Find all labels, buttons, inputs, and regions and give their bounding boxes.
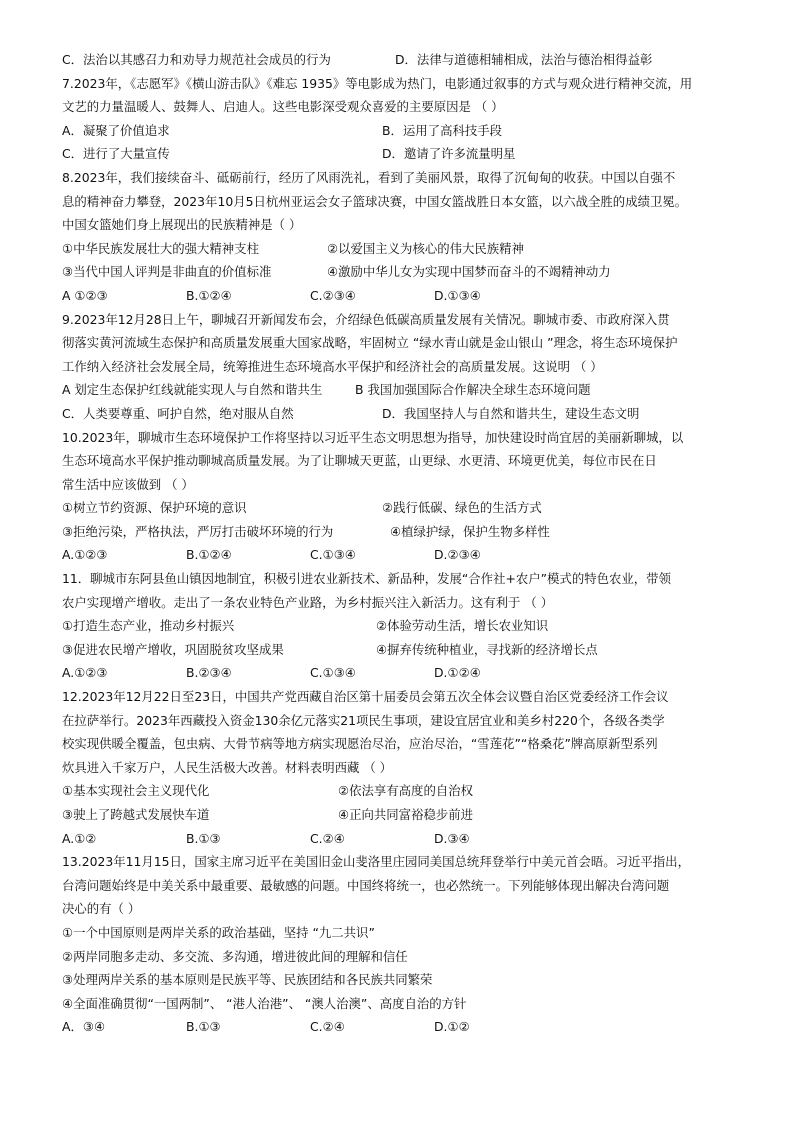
q8-stem-line: 8.2023年，我们接续奋斗、砥砺前行，经历了风雨洗礼，看到了美丽风景，取得了沉甸甸的收获。中国以自强不 bbox=[62, 169, 676, 185]
q10-stem-line: 常生活中应该做到 （ ） bbox=[62, 476, 194, 492]
q10-option-d: D.②③④ bbox=[434, 547, 481, 563]
q9-stem-line: 彻落实黄河流域生态保护和高质量发展重大国家战略，牢固树立 “绿水青山就是金山银山 ”理念，将生态环境保护 bbox=[62, 335, 678, 351]
q10-item-1: ①树立节约资源、保护环境的意识 bbox=[62, 500, 247, 516]
q10-options-row bbox=[62, 543, 752, 567]
q7-option-a: A．凝聚了价值追求 bbox=[62, 122, 170, 138]
q7-option-c: C．进行了大量宣传 bbox=[62, 146, 170, 162]
q11-items-row bbox=[62, 614, 752, 638]
q8-stem-line: 中国女篮她们身上展现出的民族精神是（ ） bbox=[62, 217, 302, 233]
q8-items-row bbox=[62, 237, 752, 261]
q13-item-4: ④全面准确贯彻“一国两制”、 “港人治港”、 “澳人治澳”、高度自治的方针 bbox=[62, 995, 467, 1011]
q11-item-4: ④摒弃传统种植业，寻找新的经济增长点 bbox=[376, 641, 598, 657]
q8-items-row bbox=[62, 260, 752, 284]
q11-item-1: ①打造生态产业，推动乡村振兴 bbox=[62, 618, 235, 634]
q12-item-4: ④正向共同富裕稳步前进 bbox=[338, 807, 474, 822]
q8-item-2: ②以爱国主义为核心的伟大民族精神 bbox=[327, 240, 524, 256]
q13-stem-line: 台湾问题始终是中美关系中最重要、最敏感的问题。中国终将统一，也必然统一。下列能够体现出解决台湾问题 bbox=[62, 877, 670, 893]
q8-item-1: ①中华民族发展壮大的强大精神支柱 bbox=[62, 240, 259, 256]
q13-stem-line: 13.2023年11月15日，国家主席习近平在美国旧金山斐洛里庄园同美国总统拜登举行中美元首会晤。习近平指出， bbox=[62, 854, 690, 870]
q8-item-4: ④激励中华儿女为实现中国梦而奋斗的不竭精神动力 bbox=[327, 264, 611, 280]
q7-stem-line: 文艺的力量温暖人、鼓舞人、启迪人。这些电影深受观众喜爱的主要原因是 （ ） bbox=[62, 99, 504, 115]
q12-stem-line: 在拉萨举行。2023年西藏投入资金130余亿元落实21项民生事项，建设宜居宜业和美乡村220个，各级各类学 bbox=[62, 712, 665, 728]
q12-stem-line: 炊具进入千家万户，人民生活极大改善。材料表明西藏 （ ） bbox=[62, 759, 393, 775]
q10-stem-line: 生态环境高水平保护推动聊城高质量发展。为了让聊城天更蓝，山更绿、水更清、环境更优美，每位市民在日 bbox=[62, 453, 657, 469]
q10-items-row bbox=[62, 496, 752, 520]
q8-stem-line: 息的精神奋力攀登，2023年10月5日杭州亚运会女子篮球决赛，中国女篮战胜日本女篮，以六战全胜的成绩卫冕。 bbox=[62, 193, 688, 209]
q10-item-4: ④植绿护绿，保护生物多样性 bbox=[390, 523, 550, 539]
q13-option-a: A．③④ bbox=[62, 1019, 106, 1035]
q12-options-row bbox=[62, 827, 752, 851]
q10-option-a: A.①②③ bbox=[62, 547, 108, 563]
q13-options-row bbox=[62, 1015, 752, 1039]
q11-stem-line: 农户实现增产增收。走出了一条农业特色产业路，为乡村振兴注入新活力。这有利于 （ ） bbox=[62, 594, 554, 610]
q13-item-2: ②两岸同胞多走动、多交流、多沟通，增进彼此间的理解和信任 bbox=[62, 948, 408, 964]
q12-items-row bbox=[62, 779, 752, 803]
exam-page bbox=[62, 48, 752, 1039]
q7-option-b: B．运用了高科技手段 bbox=[382, 122, 503, 138]
q12-option-a: A.①② bbox=[62, 830, 97, 846]
q10-items-row bbox=[62, 520, 752, 544]
q8-options-row bbox=[62, 284, 752, 308]
q11-option-a: A.①②③ bbox=[62, 665, 108, 681]
q12-option-b: B.①③ bbox=[186, 830, 221, 846]
q13-item-1: ①一个中国原则是两岸关系的政治基础，坚持 “九二共识” bbox=[62, 924, 375, 940]
q9-options-row bbox=[62, 378, 752, 402]
q12-item-1: ①基本实现社会主义现代化 bbox=[62, 783, 210, 799]
q13-option-d: D.①② bbox=[434, 1019, 470, 1035]
q13-option-b: B.①③ bbox=[186, 1019, 221, 1035]
q12-option-d: D.③④ bbox=[434, 830, 470, 846]
q13-option-c: C.②④ bbox=[310, 1019, 345, 1035]
q11-stem-line: 11．聊城市东阿县鱼山镇因地制宜，积极引进农业新技术、新品种，发展“合作社+农户”模式的特色农业，带领 bbox=[62, 571, 671, 587]
q8-option-a: A ①②③ bbox=[62, 287, 108, 303]
q6-option-d: D．法律与道德相辅相成，法治与德治相得益彰 bbox=[395, 52, 653, 67]
q9-options-row bbox=[62, 402, 752, 426]
q12-option-c: C.②④ bbox=[310, 830, 345, 846]
q12-stem-line: 校实现供暖全覆盖，包虫病、大骨节病等地方病实现愿治尽治，应治尽治，“雪莲花”“格桑花”牌高原新型系列 bbox=[62, 736, 658, 752]
q9-stem-line: 9.2023年12月28日上午，聊城召开新闻发布会，介绍绿色低碳高质量发展有关情况。聊城市委、市政府深入贯 bbox=[62, 311, 670, 327]
q12-item-3: ③驶上了跨越式发展快车道 bbox=[62, 807, 210, 822]
q11-item-2: ②体验劳动生活，增长农业知识 bbox=[376, 618, 549, 634]
q12-item-2: ②依法享有高度的自治权 bbox=[338, 783, 474, 799]
q11-items-row bbox=[62, 638, 752, 662]
q8-item-3: ③当代中国人评判是非曲直的价值标准 bbox=[62, 264, 272, 280]
q8-option-b: B.①②④ bbox=[186, 287, 232, 303]
q10-stem-line: 10.2023年，聊城市生态环境保护工作将坚持以习近平生态文明思想为指导，加快建设时尚宜居的美丽新聊城，以 bbox=[62, 429, 684, 445]
q10-option-c: C.①③④ bbox=[310, 547, 356, 563]
q9-option-b: B 我国加强国际合作解决全球生态环境问题 bbox=[355, 382, 591, 398]
q8-option-d: D.①③④ bbox=[434, 287, 481, 303]
q11-option-c: C.①③④ bbox=[310, 665, 356, 681]
q10-item-2: ②践行低碳、绿色的生活方式 bbox=[382, 500, 542, 516]
q7-stem-line: 7.2023年，《志愿军》《横山游击队》《难忘 1935》等电影成为热门，电影通过叙事的方式与观众进行精神交流，用 bbox=[62, 75, 693, 91]
q6-options-row bbox=[62, 48, 752, 72]
q6-option-c: C．法治以其感召力和劝导力规范社会成员的行为 bbox=[62, 52, 331, 67]
q9-option-d: D．我国坚持人与自然和谐共生，建设生态文明 bbox=[382, 405, 640, 421]
q13-stem-line: 决心的有（ ） bbox=[62, 901, 141, 917]
q11-options-row bbox=[62, 661, 752, 685]
q11-option-d: D.①②④ bbox=[434, 665, 481, 681]
q9-option-a: A 划定生态保护红线就能实现人与自然和谐共生 bbox=[62, 382, 323, 398]
q9-stem-line: 工作纳入经济社会发展全局，统筹推进生态环境高水平保护和经济社会的高质量发展。这说明 （ ） bbox=[62, 358, 603, 374]
q8-option-c: C.②③④ bbox=[310, 287, 356, 303]
q13-item-3: ③处理两岸关系的基本原则是民族平等、民族团结和各民族共同繁荣 bbox=[62, 972, 433, 988]
q11-item-3: ③促进农民增产增收，巩固脱贫攻坚成果 bbox=[62, 641, 284, 657]
q11-option-b: B.②③④ bbox=[186, 665, 232, 681]
q12-items-row bbox=[62, 803, 752, 827]
q10-item-3: ③拒绝污染，严格执法，严厉打击破坏环境的行为 bbox=[62, 523, 334, 539]
q10-option-b: B.①②④ bbox=[186, 547, 232, 563]
q7-options-row bbox=[62, 142, 752, 166]
q9-option-c: C．人类要尊重、呵护自然，绝对服从自然 bbox=[62, 405, 294, 421]
q12-stem-line: 12.2023年12月22日至23日，中国共产党西藏自治区第十届委员会第五次全体会议暨自治区党委经济工作会议 bbox=[62, 689, 669, 705]
q7-option-d: D．邀请了许多流量明星 bbox=[382, 146, 516, 162]
q7-options-row bbox=[62, 119, 752, 143]
